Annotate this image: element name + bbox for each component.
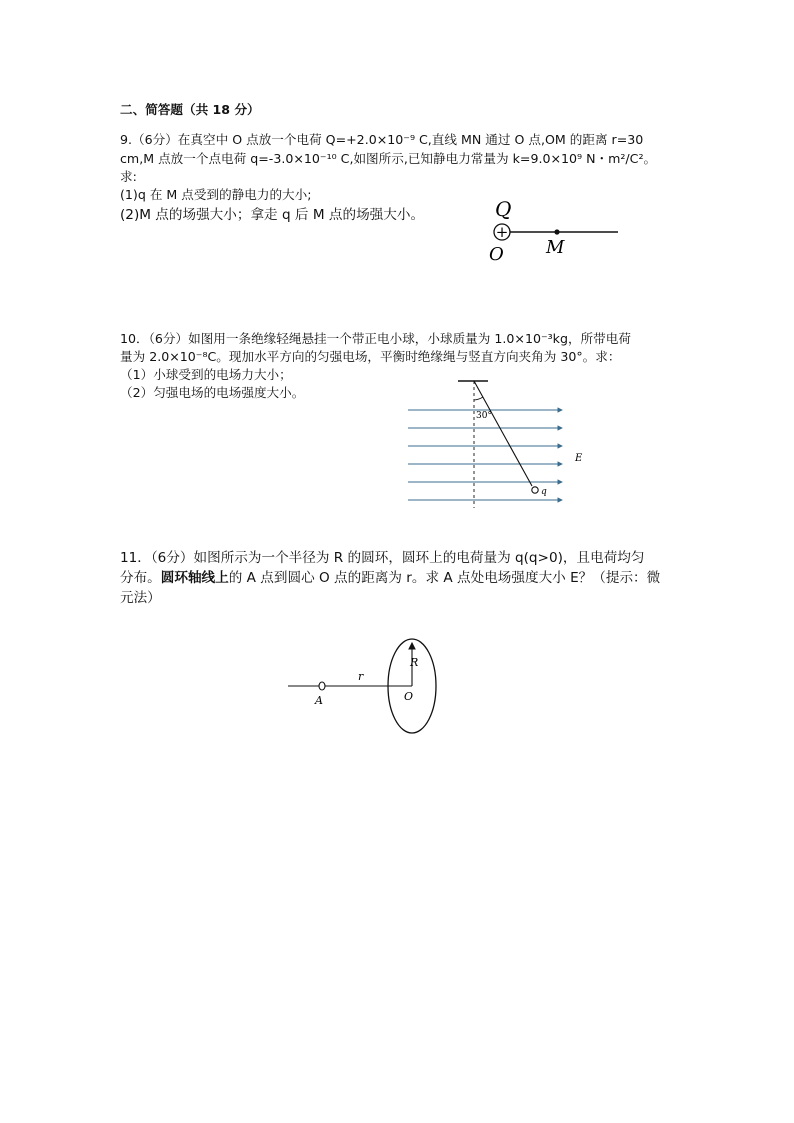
q11-line-1: 11．（6分）如图所示为一个半径为 R 的圆环，圆环上的电荷量为 q(q>0)，且电荷均匀 [120,550,645,566]
q11-line-2-start: 分布。 [120,570,161,586]
q11-point-A [319,682,325,690]
q10-label-q: q [541,487,547,497]
q9-label-Q: Q [495,197,512,221]
q11-line-2-end: 的 A 点到圆心 O 点的距离为 r。求 A 点处电场强度大小 E？（提示：微 [228,570,661,586]
q9-label-O: O [489,244,504,265]
q11-line-3: 元法） [120,590,161,606]
q10-subquestion-1: （1）小球受到的电场力大小； [120,367,292,382]
q10-charged-ball [532,487,538,493]
q9-line-2: cm,M 点放一个点电荷 q=-3.0×10⁻¹⁰ C,如图所示,已知静电力常量为 k=9.0×10⁹ N・m²/C²。 [120,151,657,166]
q11-line-2 [120,566,660,586]
q9-line-3: 求: [120,169,137,184]
q10-figure [400,376,590,512]
q11-figure [280,630,460,745]
q11-label-O: O [404,690,414,703]
q9-line-1: 9.（6分）在真空中 O 点放一个电荷 Q=+2.0×10⁻⁹ C,直线 MN 通过 O 点,OM 的距离 r=30 [120,132,644,147]
section-heading: 二、简答题（共 18 分） [120,102,260,117]
q10-line-2: 量为 2.0×10⁻⁸C。现加水平方向的匀强电场，平衡时绝缘绳与竖直方向夹角为 30°。求： [120,349,621,364]
q9-label-M: M [546,237,565,258]
q9-subquestion-2: (2)M 点的场强大小；拿走 q 后 M 点的场强大小。 [120,207,425,223]
q10-field-lines [408,410,562,500]
q9-plus-sign: + [495,223,509,241]
q10-angle-arc [474,397,483,400]
q10-line-1: 10．（6分）如图用一条绝缘轻绳悬挂一个带正电小球，小球质量为 1.0×10⁻³kg，所带电荷 [120,331,631,346]
q11-ring-axis-emphasis: 圆环轴线上 [160,570,229,586]
q9-figure [480,192,630,267]
q11-label-R: R [410,656,419,669]
q11-label-r: r [358,670,364,683]
q10-subquestion-2: （2）匀强电场的电场强度大小。 [120,385,305,400]
q10-label-E: E [575,453,583,464]
q9-subquestion-1: (1)q 在 M 点受到的静电力的大小; [120,187,312,202]
q10-angle-label: 30° [476,411,492,421]
q9-point-M [554,229,559,234]
q11-label-A: A [315,694,323,707]
